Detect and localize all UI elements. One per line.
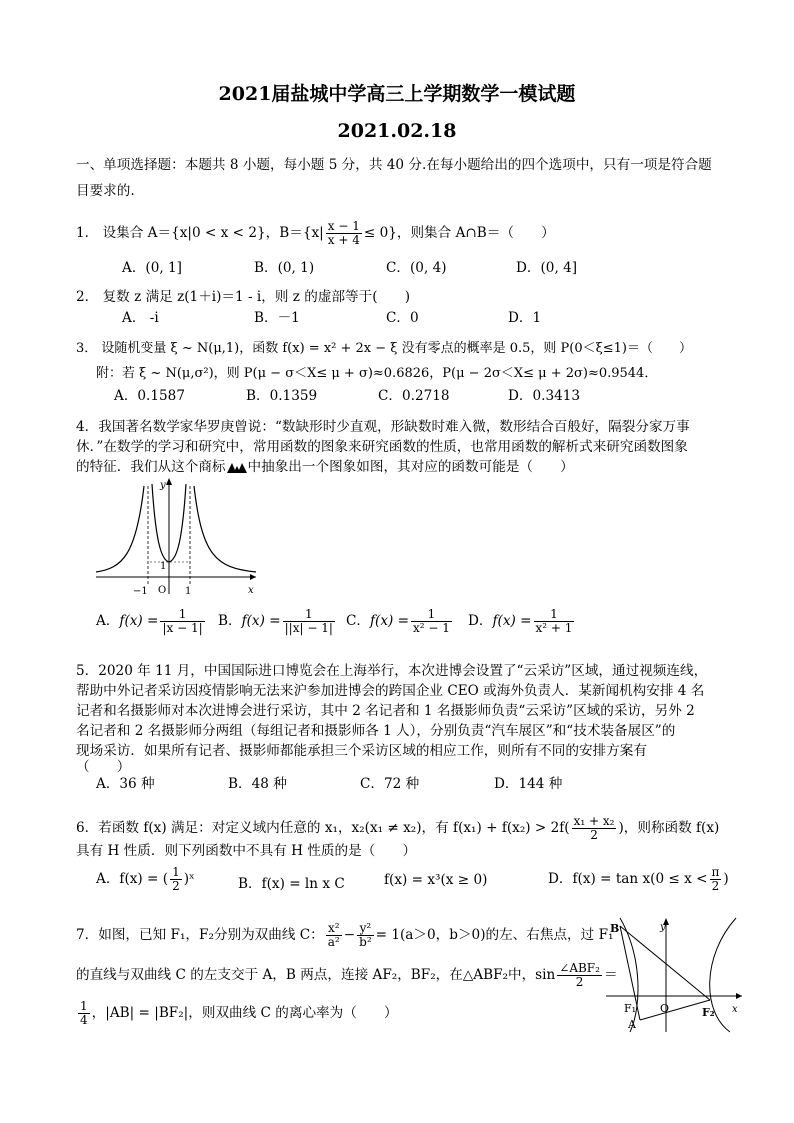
hyperbola-figure (606, 916, 746, 1034)
question-7-line3: $\frac{1}{4}$ ，|AB| = |BF₂|，则双曲线 C 的离心率为（ ） (80, 999, 398, 1027)
set-a: {x|0 < x < 2} (171, 225, 266, 241)
neg-one-label: −1 (133, 586, 148, 597)
option-b[interactable]: B．－1 (254, 310, 300, 326)
question-7-line2: 的直线与双曲线 C 的左支交于 A，B 两点，连接 AF₂，BF₂，在△ABF₂中，sin $\frac{\text{∠ABF₂}}{2}$ ＝ (76, 961, 618, 989)
question-1 (76, 220, 555, 247)
option-d[interactable]: D．(0, 4] (516, 260, 578, 276)
option-d[interactable]: D．f(x) = tan x(0 ≤ x < $\frac{\pi}{2}$ ) (548, 865, 729, 893)
question-text: 的特征．我们从这个商标 (76, 459, 226, 475)
option-a[interactable]: A．36 种 (96, 776, 155, 792)
option-c[interactable]: C．0.2718 (378, 388, 450, 404)
option-b[interactable]: B．f(x) = ln x C (238, 876, 345, 892)
fraction-numerator: x − 1 (327, 219, 360, 233)
point-a-label: A (628, 1018, 636, 1031)
question-text: ，|AB| = |BF₂|，则双曲线 C 的离心率为（ ） (91, 1005, 398, 1021)
question-2 (76, 288, 410, 306)
option-d[interactable]: D．0.3413 (508, 388, 581, 404)
option-b[interactable]: B．f(x) = $\frac{1}{||x| - 1|}$ (218, 607, 333, 635)
y-axis-label: y (660, 922, 666, 933)
question-text: 我国著名数学家华罗庚曾说：“数缺形时少直观，形缺数时难入微，数形结合百般好，隔裂分家万事 (98, 419, 690, 435)
section-heading-line2: 目要求的. (76, 183, 135, 199)
fraction-denominator: x + 4 (327, 233, 360, 247)
option-b[interactable]: B．0.1359 (246, 388, 318, 404)
option-c[interactable]: C．0 (386, 310, 419, 326)
option-d[interactable]: D．144 种 (494, 776, 563, 792)
question-text: 2020 年 11 月，中国国际进口博览会在上海举行，本次进博会设置了“云采访”区域，通过视频连线， (98, 663, 708, 679)
exam-date: 2021.02.18 (337, 120, 457, 142)
x-one-label: 1 (185, 586, 192, 597)
question-text: )，则称函数 f(x) (618, 820, 720, 836)
question-text: 设随机变量 ξ ~ N(μ,1)，函数 f(x) = x² + 2x − ξ 没有零点的概率是 0.5，则 P(0＜ξ≤1)＝（ ） (101, 341, 692, 356)
trademark-logo (226, 462, 248, 474)
fraction: $\frac{\text{x₁ + x₂}}{2}$ (573, 814, 615, 842)
function-graph (92, 476, 260, 602)
section-heading-line1: 一、单项选择题：本题共 8 小题，每小题 5 分，共 40 分.在每小题给出的四个选项中，只有一项是符合题 (76, 157, 712, 173)
point-b-label: B (610, 922, 620, 935)
question-7-line1: 7．如图，已知 F₁，F₂分别为双曲线 C： $\frac{\text{x²}}{\text{a²}}$ − $\frac{\text{y²}}{\text{b²}}$ = 1(a＞0，b＞0)的左、右焦点，过 F₁ (76, 921, 614, 949)
question-number: 2． (76, 289, 99, 305)
set-b-left: {x| (302, 225, 324, 241)
question-number: 1． (76, 225, 99, 241)
origin-label: O (660, 1002, 670, 1015)
question-number: 3． (76, 341, 98, 356)
question-text: ，B＝ (265, 225, 303, 241)
question-text: = 1(a＞0，b＞0)的左、右焦点，过 F₁ (375, 927, 614, 943)
question-text: 的直线与双曲线 C 的左支交于 A，B 两点，连接 AF₂，BF₂，在△ABF₂中，sin (76, 967, 556, 983)
question-number: 5． (76, 663, 99, 679)
option-c[interactable]: C．(0, 4) (386, 260, 447, 276)
option-a[interactable]: A．(0, 1] (122, 260, 182, 276)
question-text: 如图，已知 F₁，F₂分别为双曲线 C： (98, 927, 324, 943)
question-4-line3 (76, 458, 574, 476)
focus-f2-label: F₂ (702, 1006, 715, 1019)
question-number: 4． (76, 419, 99, 435)
option-a[interactable]: A．0.1587 (114, 388, 185, 404)
focus-f1-label: F₁ (624, 1002, 637, 1015)
question-5-line2: 帮助中外记者采访因疫情影响无法来沪参加进博会的跨国企业 CEO 或海外负责人．某新闻机构安排 4 名 (76, 683, 705, 699)
question-5-line3: 记者和名摄影师对本次进博会进行采访，其中 2 名记者和 1 名摄影师负责“云采访”区域的采访，另外 2 (76, 703, 695, 719)
question-text: 若函数 f(x) 满足：对定义域内任意的 x₁，x₂(x₁ ≠ x₂)，有 f(x₁) + f(x₂) > 2f( (98, 820, 570, 836)
question-5-line5: 现场采访．如果所有记者、摄影师都能承担三个采访区域的相应工作，则所有不同的安排方案有 (76, 743, 647, 759)
y-axis-label: y (160, 480, 166, 491)
option-c[interactable]: C．72 种 (360, 776, 420, 792)
question-5-line4: 名记者和 2 名摄影师分两组（每组记者和摄影师各 1 人），分别负责“汽车展区”和“技术装备展区”的 (76, 723, 676, 739)
option-d[interactable]: D．f(x) = $\frac{1}{\text{x² + 1}}$ (468, 607, 573, 635)
question-6-line2: 具有 H 性质．则下列函数中不具有 H 性质的是（ ） (76, 843, 417, 859)
question-text: ，则集合 A∩B＝（ ） (396, 225, 555, 241)
option-b[interactable]: B．(0, 1) (254, 260, 315, 276)
question-5-line1 (76, 662, 707, 680)
exam-title: 2021届盐城中学高三上学期数学一模试题 (218, 83, 576, 105)
question-5-line6: （ ） (76, 759, 131, 775)
question-text: 复数 z 满足 z(1＋i)＝1 - i，则 z 的虚部等于( ) (102, 289, 411, 305)
option-c[interactable]: C．f(x) = $\frac{1}{\text{x² − 1}}$ (346, 607, 450, 635)
question-3-note: 附：若 ξ ~ N(μ,σ²)，则 P(μ − σ＜X≤ μ + σ)≈0.6826，P(μ − 2σ＜X≤ μ + 2σ)≈0.9544． (96, 366, 658, 381)
y-one-label: 1 (160, 561, 167, 572)
option-d[interactable]: D．1 (508, 310, 542, 326)
question-number: 7． (76, 927, 99, 943)
question-4-line2: 休．”在数学的学习和研究中，常用函数的图象来研究函数的性质，也常用函数的解析式来研究函数图象 (76, 439, 688, 455)
option-b[interactable]: B．48 种 (228, 776, 287, 792)
set-b-right: ≤ 0} (363, 225, 397, 241)
question-6-line1 (76, 815, 719, 842)
question-text: 设集合 A＝ (102, 225, 172, 241)
fraction (326, 220, 362, 247)
question-3 (76, 340, 692, 358)
option-a[interactable]: A．f(x) = $\frac{1}{|x - 1|}$ (96, 607, 203, 635)
x-axis-label: x (732, 1004, 738, 1015)
option-a[interactable]: A． -i (122, 310, 159, 326)
question-text: 中抽象出一个图象如图，其对应的函数可能是（ ） (247, 459, 574, 475)
x-axis-label: x (248, 585, 254, 596)
option-a[interactable]: A．f(x) = ( $\frac{1}{2}$ )ˣ (96, 865, 195, 893)
question-4-line1 (76, 418, 690, 436)
origin-label: O (158, 585, 167, 596)
option-c[interactable]: f(x) = x³(x ≥ 0) (384, 872, 488, 888)
question-number: 6． (76, 820, 99, 836)
